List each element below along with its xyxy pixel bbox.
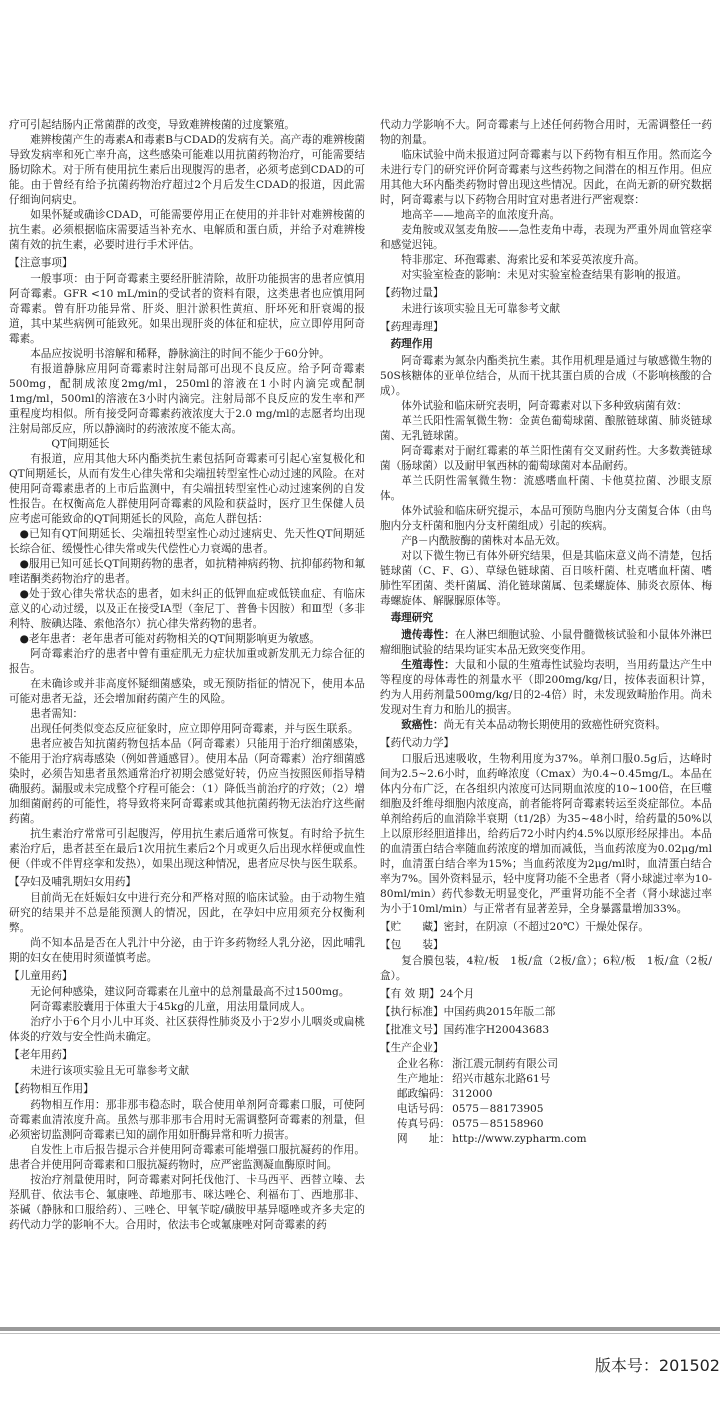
paragraph: 治疗小于6个月小儿中耳炎、社区获得性肺炎及小于2岁小儿咽炎或扁桃体炎的疗效与安全性尚未确定。 xyxy=(9,1016,365,1043)
value: 绍兴市越东北路61号 xyxy=(452,1073,551,1085)
label: 网 址： xyxy=(396,1133,450,1145)
paragraph: 阿奇霉素胶囊用于体重大于45kg的儿童，用法用量同成人。 xyxy=(30,1001,312,1013)
paragraph: 出现任何类似变态反应征象时，应立即停用阿奇霉素，并与医生联系。 xyxy=(30,723,359,735)
value: 312000 xyxy=(452,1088,493,1100)
subsection-title: 患者需知： xyxy=(30,708,84,720)
label: 【贮 藏】 xyxy=(380,921,444,933)
paragraph: 口服后迅速吸收，生物利用度为37%。单剂口服0.5g后，达峰时间为2.5~2.6小时，血药峰浓度（Cmax）为0.4~0.45mg/L。本品在体内分布广泛，在各组织内浓度可达同期血浓度的10~100倍，在巨噬细胞及纤维母细胞内浓度高，前者能将阿奇霉素转运至炎症部位。本品单剂给药后的血消除半衰期（t1/2β）为35~48小时，给药量的50%以上以原形经胆道排出，给药后72小时内约4.5%以原形经尿排出。本品的血清蛋白结合率随血药浓度的增加而减低，当血药浓度为0.02μg/ml时，血清蛋白结合率为15%；当血药浓度为2μg/ml时，血清蛋白结合率为7%。国外资料显示，轻中度肾功能不全患者（肾小球滤过率为10-80ml/min）药代参数无明显变化，严重肾功能不全者（肾小球滤过率为小于10ml/min）与正常者有显著差异，全身暴露量增加33%。 xyxy=(380,753,712,915)
section-heading: 【生产企业】 xyxy=(380,1042,444,1054)
paragraph: 目前尚无在妊娠妇女中进行充分和严格对照的临床试验。由于动物生殖研究的结果并不总是能预测人的情况，因此，在孕妇中应用须充分权衡利弊。 xyxy=(9,892,365,934)
paragraph: 产β－内酰胺酶的菌株对本品无效。 xyxy=(401,535,567,547)
maker-row xyxy=(380,1087,712,1102)
paragraph: 按治疗剂量使用时，阿奇霉素对阿托伐他汀、卡马西平、西替立嗪、去羟肌苷、依法韦仑、氟康唑、茚地那韦、咪达唑仑、利福布丁、西地那非、茶碱（静脉和口服给药）、三唑仑、甲氧苄啶/磺胺甲基异噁唑或齐多夫定的药代动力学的影响不大。合用时，依法韦仑或氟康唑对阿奇霉素的药 xyxy=(9,1174,365,1231)
paragraph: 代动力学影响不大。阿奇霉素与上述任何药物合用时，无需调整任一药物的剂量。 xyxy=(380,119,712,146)
label: 致癌性： xyxy=(401,719,444,731)
paragraph: 疗可引起结肠内正常菌群的改变，导致难辨梭菌的过度繁殖。 xyxy=(9,119,296,131)
bullet-item: ●处于致心律失常状态的患者，如未纠正的低钾血症或低镁血症、有临床意义的心动过缓，以及正在接受IA型（奎尼丁、普鲁卡因胺）和Ⅲ型（多非利特、胺碘达隆、索他洛尔）抗心律失常药物的患者。 xyxy=(9,588,365,630)
value: 0575－88173905 xyxy=(452,1103,544,1115)
bullet-item: ●已知有QT间期延长、尖端扭转型室性心动过速病史、先天性QT间期延长综合征、缓慢性心律失常或失代偿性心力衰竭的患者。 xyxy=(9,528,365,555)
paragraph: 本品应按说明书溶解和稀释，静脉滴注的时间不能少于60分钟。 xyxy=(30,348,330,360)
text: 大鼠和小鼠的生殖毒性试验均表明，当用药量达产生中等程度的母体毒性的剂量水平（即200mg/kg/日，按体表面积计算，约为人用药剂量500mg/kg/日的2-4倍）时，未发现致畸胎作用。尚未发现对生育力和胎儿的损害。 xyxy=(380,659,713,716)
text: 24个月 xyxy=(439,988,475,1000)
version-number: 版本号：201502 xyxy=(594,1356,720,1375)
text: 国药准字H20043683 xyxy=(443,1024,550,1036)
footer-divider-thin xyxy=(0,1333,720,1334)
paragraph: 未进行该项实验且无可靠参考文献 xyxy=(30,1065,190,1077)
maker-row xyxy=(380,1117,712,1132)
paragraph: 体外试验和临床研究表明，阿奇霉素对以下多种致病菌有效： xyxy=(401,400,688,412)
paragraph: 复合膜包装，4粒/板 1板/盒（2板/盒）；6粒/板 1板/盒（2板/盒）。 xyxy=(380,955,712,982)
maker-row xyxy=(380,1102,712,1117)
label: 【有 效 期】 xyxy=(380,988,440,1000)
paragraph: 阿奇霉素治疗的患者中曾有重症肌无力症状加重或新发肌无力综合征的报告。 xyxy=(9,648,365,675)
paragraph: 对以下微生物已有体外研究结果，但是其临床意义尚不清楚，包括链球菌（C、F、G）、草绿色链球菌、百日咳杆菌、杜克嗜血杆菌、嗜肺性军团菌、类杆菌属、消化链球菌属、包柔螺旋体、肺炎衣原体、梅毒螺旋体、解脲脲原体等。 xyxy=(380,550,712,607)
text: 尚无有关本品动物长期使用的致癌性研究资料。 xyxy=(443,719,667,731)
label: 企业名称： xyxy=(396,1058,450,1070)
label: 电话号码： xyxy=(396,1103,450,1115)
section-heading: 【药代动力学】 xyxy=(380,737,455,749)
paragraph: 患者应被告知抗菌药物包括本品（阿奇霉素）只能用于治疗细菌感染，不能用于治疗病毒感染（例如普通感冒）。使用本品（阿奇霉素）治疗细菌感染时，必须告知患者虽然通常治疗初期会感觉好转，仍应当按照医师指导精确服药。漏服或未完成整个疗程可能会：（1）降低当前治疗的疗效；（2）增加细菌耐药的可能性，将导致将来阿奇霉素或其他抗菌药物无法治疗这些耐药菌。 xyxy=(9,738,365,825)
paragraph: 抗生素治疗常常可引起腹泻，停用抗生素后通常可恢复。有时给予抗生素治疗后，患者甚至在最后1次用抗生素后2个月或更久后出现水样便或血性便（伴或不伴胃痉挛和发热），如果出现这种情况，患者应尽快与医生联系。 xyxy=(9,828,365,870)
approval-line xyxy=(380,1023,712,1038)
paragraph xyxy=(380,718,712,733)
section-heading: 【老年用药】 xyxy=(9,1049,73,1061)
list-item: 地高辛——地高辛的血浓度升高。 xyxy=(401,209,561,221)
paragraph: 在未确诊或并非高度怀疑细菌感染，或无预防指征的情况下，使用本品可能对患者无益，还会增加耐药菌产生的风险。 xyxy=(9,678,365,705)
value: http://www.zypharm.com xyxy=(452,1133,587,1145)
paragraph xyxy=(380,628,712,658)
section-heading: 【药理毒理】 xyxy=(380,321,444,333)
paragraph: 有报道静脉应用阿奇霉素时注射局部可出现不良反应。给予阿奇霉素500mg，配制成浓度2mg/ml，250ml的溶液在1小时内滴完或配制1mg/ml，500ml的溶液在3小时内滴完。注射局部不良反应的发生率和严重程度均相似。所有接受阿奇霉素药液浓度大于2.0 mg/ml的志愿者均出现注射局部反应，所以静滴时的药液浓度不能太高。 xyxy=(9,363,365,435)
subsection-title: QT间期延长 xyxy=(51,438,110,450)
text: 密封，在阴凉（不超过20℃）干燥处保存。 xyxy=(443,921,649,933)
value: 浙江震元制药有限公司 xyxy=(452,1058,558,1070)
paragraph: 药物相互作用：那非那韦稳态时，联合使用单剂阿奇霉素口服，可使阿奇霉素血清浓度升高。虽然与那非那韦合用时无需调整阿奇霉素的剂量，但必须密切监测阿奇霉素已知的副作用如肝酶异常和听力损害。 xyxy=(9,1099,365,1141)
footer-divider xyxy=(0,1327,720,1331)
label: 生产地址： xyxy=(396,1073,450,1085)
value: 0575－85158960 xyxy=(452,1118,544,1130)
paragraph xyxy=(380,658,712,718)
paragraph: 尚不知本品是否在人乳汁中分泌，由于许多药物经人乳分泌，因此哺乳期的妇女在使用时须谨慎考虑。 xyxy=(9,937,365,964)
paragraph: 革兰氏阴性需氧微生物：流感嗜血杆菌、卡他莫拉菌、沙眼支原体。 xyxy=(380,475,712,502)
validity-line xyxy=(380,987,712,1002)
label: 生殖毒性： xyxy=(401,659,455,671)
list-item: 麦角胺或双氢麦角胺——急性麦角中毒，表现为严重外周血管痉挛和感觉迟钝。 xyxy=(380,224,712,251)
section-heading: 【儿童用药】 xyxy=(9,970,73,982)
left-column xyxy=(9,118,365,1233)
storage-line xyxy=(380,920,712,935)
paragraph: 有报道，应用其他大环内酯类抗生素包括阿奇霉素可引起心室复极化和QT间期延长，从而有发生心律失常和尖端扭转型室性心动过速的风险。在对使用阿奇霉素患者的上市后监测中，有尖端扭转型室性心动过速案例的自发性报告。在权衡高危人群使用阿奇霉素的风险和获益时，医疗卫生保健人员应考虑可能致命的QT间期延长的风险，高危人群包括： xyxy=(9,453,365,525)
label: 【执行标准】 xyxy=(380,1006,444,1018)
standard-line xyxy=(380,1005,712,1020)
maker-row xyxy=(380,1072,712,1087)
paragraph: 阿奇霉素对于耐红霉素的革兰阳性菌有交叉耐药性。大多数粪链球菌（肠球菌）以及耐甲氧西林的葡萄球菌对本品耐药。 xyxy=(380,445,712,472)
label: 【批准文号】 xyxy=(380,1024,444,1036)
label: 遗传毒性： xyxy=(401,629,455,641)
section-heading: 【注意事项】 xyxy=(9,257,73,269)
paragraph: 一般事项：由于阿奇霉素主要经肝脏清除，故肝功能损害的患者应慎用阿奇霉素。GFR <10 mL/min的受试者的资料有限，这类患者也应慎用阿奇霉素。曾有肝功能异常、肝炎、胆汁淤积性黄疸、肝坏死和肝衰竭的报道，其中某些病例可能致死。如果出现肝炎的体征和症状，应立即停用阿奇霉素。 xyxy=(9,273,365,345)
label: 传真号码： xyxy=(396,1118,450,1130)
text: 中国药典2015年版二部 xyxy=(443,1006,556,1018)
maker-row xyxy=(380,1057,712,1072)
paragraph: 体外试验和临床研究提示，本品可预防鸟胞内分支菌复合体（由鸟胞内分支杆菌和胞内分支杆菌组成）引起的疾病。 xyxy=(380,505,712,532)
label: 邮政编码： xyxy=(396,1088,450,1100)
list-item: 对实验室检查的影响：未见对实验室检查结果有影响的报道。 xyxy=(401,269,688,281)
blank-header-area xyxy=(0,0,720,118)
paragraph: 难辨梭菌产生的毒素A和毒素B与CDAD的发病有关。高产毒的难辨梭菌导致发病率和死亡率升高，这些感染可能难以用抗菌药物治疗，可能需要结肠切除术。对于所有使用抗生素后出现腹泻的患者，必须考虑到CDAD的可能。由于曾经有给予抗菌药物治疗超过2个月后发生CDAD的报道，因此需仔细询问病史。 xyxy=(9,134,365,206)
bullet-item: ●服用已知可延长QT间期药物的患者，如抗精神病药物、抗抑郁药物和氟喹诺酮类药物治疗的患者。 xyxy=(9,558,365,585)
paragraph: 未进行该项实验且无可靠参考文献 xyxy=(401,303,561,315)
subsection-title: 药理作用 xyxy=(390,338,433,350)
subsection-title: 毒理研究 xyxy=(390,612,433,624)
section-heading: 【药物过量】 xyxy=(380,287,444,299)
paragraph: 阿奇霉素为氮杂内酯类抗生素。其作用机理是通过与敏感微生物的50S核糖体的亚单位结合，从而干扰其蛋白质的合成（不影响核酸的合成）。 xyxy=(380,355,712,397)
paragraph: 自发性上市后报告提示合并使用阿奇霉素可能增强口服抗凝药的作用。患者合并使用阿奇霉素和口服抗凝药物时，应严密监测凝血酶原时间。 xyxy=(9,1144,365,1171)
bullet-item: ●老年患者：老年患者可能对药物相关的QT间期影响更为敏感。 xyxy=(19,633,321,645)
paragraph: 临床试验中尚未报道过阿奇霉素与以下药物有相互作用。然而迄今未进行专门的研究评价阿奇霉素与这些药物之间潜在的相互作用。但应用其他大环内酯类药物时曾出现这些情况。因此，在尚无新的研究数据时，阿奇霉素与以下药物合用时宜对患者进行严密观察： xyxy=(380,149,712,206)
text: 在人淋巴细胞试验、小鼠骨髓微核试验和小鼠体外淋巴瘤细胞试验的结果均证实本品无致突变作用。 xyxy=(380,629,713,656)
paragraph: 如果怀疑或确诊CDAD，可能需要停用正在使用的并非针对难辨梭菌的抗生素。必须根据临床需要适当补充水、电解质和蛋白质，并给予对难辨梭菌有效的抗生素，必要时进行手术评估。 xyxy=(9,209,365,251)
paragraph: 无论何种感染，建议阿奇霉素在儿童中的总剂量最高不过1500mg。 xyxy=(30,986,350,998)
section-heading: 【药物相互作用】 xyxy=(9,1083,94,1095)
section-heading: 【包 装】 xyxy=(380,939,444,951)
paragraph: 革兰氏阳性需氧微生物：金黄色葡萄球菌、酿脓链球菌、肺炎链球菌、无乳链球菌。 xyxy=(380,415,712,442)
list-item: 特非那定、环孢霉素、海索比妥和苯妥英浓度升高。 xyxy=(401,254,645,266)
section-heading: 【孕妇及哺乳期妇女用药】 xyxy=(9,876,137,888)
right-column xyxy=(380,118,712,1147)
maker-row xyxy=(380,1132,712,1147)
